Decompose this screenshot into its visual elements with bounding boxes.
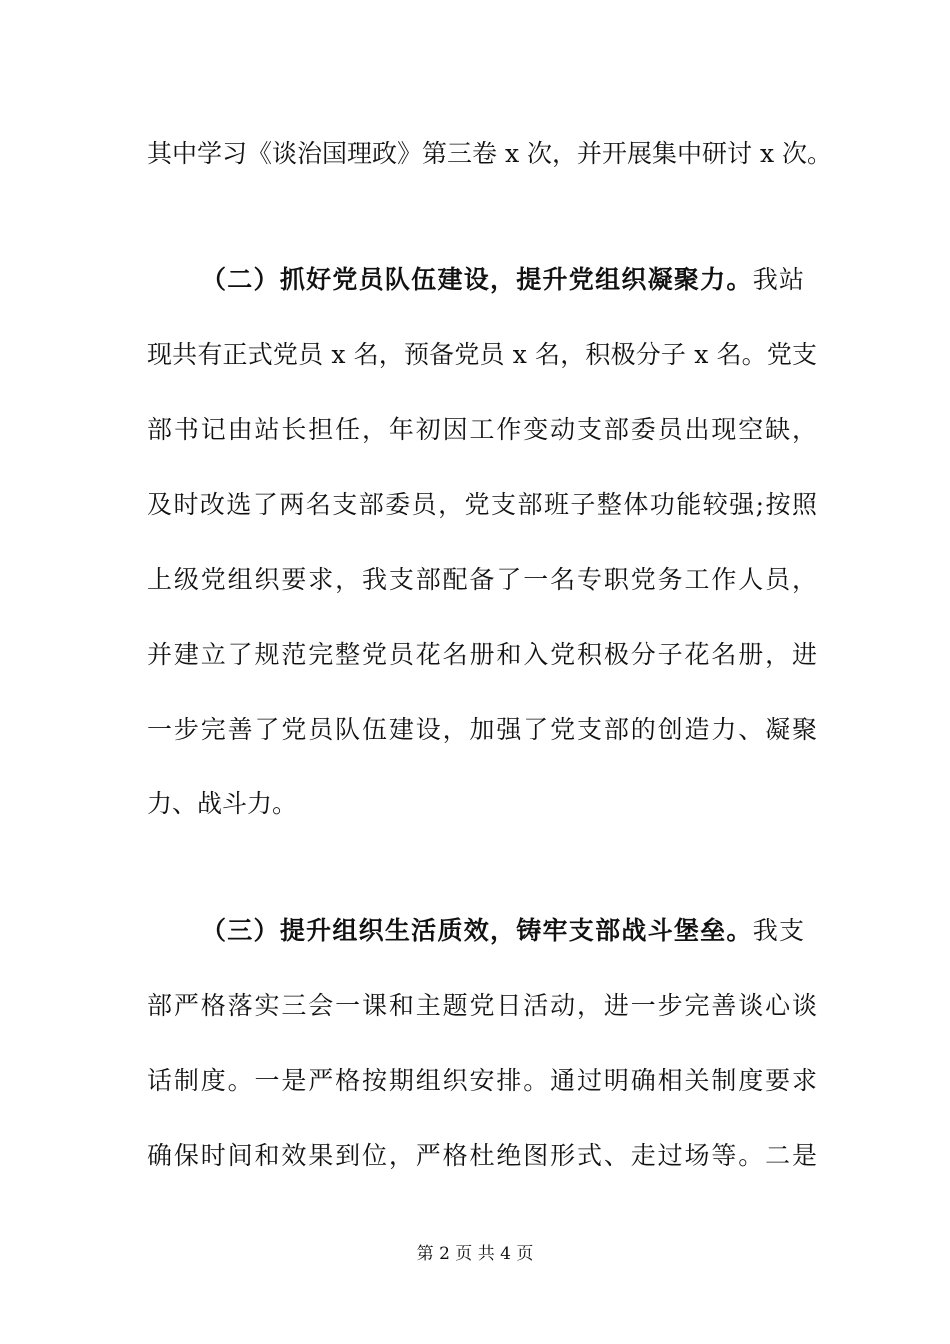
paragraph-2-line-4: 及时改选了两名支部委员，党支部班子整体功能较强;按照 bbox=[147, 490, 817, 519]
paragraph-2-first-line-tail: 我站 bbox=[752, 265, 804, 294]
paragraph-3-line-1 bbox=[201, 915, 804, 947]
paragraph-2-line-5: 上级党组织要求，我支部配备了一名专职党务工作人员， bbox=[147, 565, 817, 594]
paragraph-3-heading: （三）提升组织生活质效，铸牢支部战斗堡垒。 bbox=[201, 916, 753, 945]
paragraph-3-first-line-tail: 我支 bbox=[752, 916, 804, 945]
paragraph-2-line-3: 部书记由站长担任，年初因工作变动支部委员出现空缺， bbox=[147, 415, 817, 444]
paragraph-3-line-3: 话制度。一是严格按期组织安排。通过明确相关制度要求 bbox=[147, 1066, 817, 1095]
paragraph-2-line-7: 一步完善了党员队伍建设，加强了党支部的创造力、凝聚 bbox=[147, 715, 817, 744]
paragraph-2-line-1 bbox=[201, 264, 804, 296]
paragraph-2-line-6: 并建立了规范完整党员花名册和入党积极分子花名册，进 bbox=[147, 640, 817, 669]
paragraph-2-heading: （二）抓好党员队伍建设，提升党组织凝聚力。 bbox=[201, 265, 753, 294]
paragraph-3-line-2: 部严格落实三会一课和主题党日活动，进一步完善谈心谈 bbox=[147, 991, 817, 1020]
paragraph-2-line-2: 现共有正式党员 x 名，预备党员 x 名，积极分子 x 名。党支 bbox=[147, 340, 817, 369]
paragraph-2-line-8: 力、战斗力。 bbox=[147, 789, 298, 818]
page-number-footer: 第 2 页 共 4 页 bbox=[416, 1244, 534, 1264]
paragraph-3-line-4: 确保时间和效果到位，严格杜绝图形式、走过场等。二是 bbox=[147, 1141, 817, 1170]
paragraph-1-line-1: 其中学习《谈治国理政》第三卷 x 次，并开展集中研讨 x 次。 bbox=[147, 139, 832, 168]
